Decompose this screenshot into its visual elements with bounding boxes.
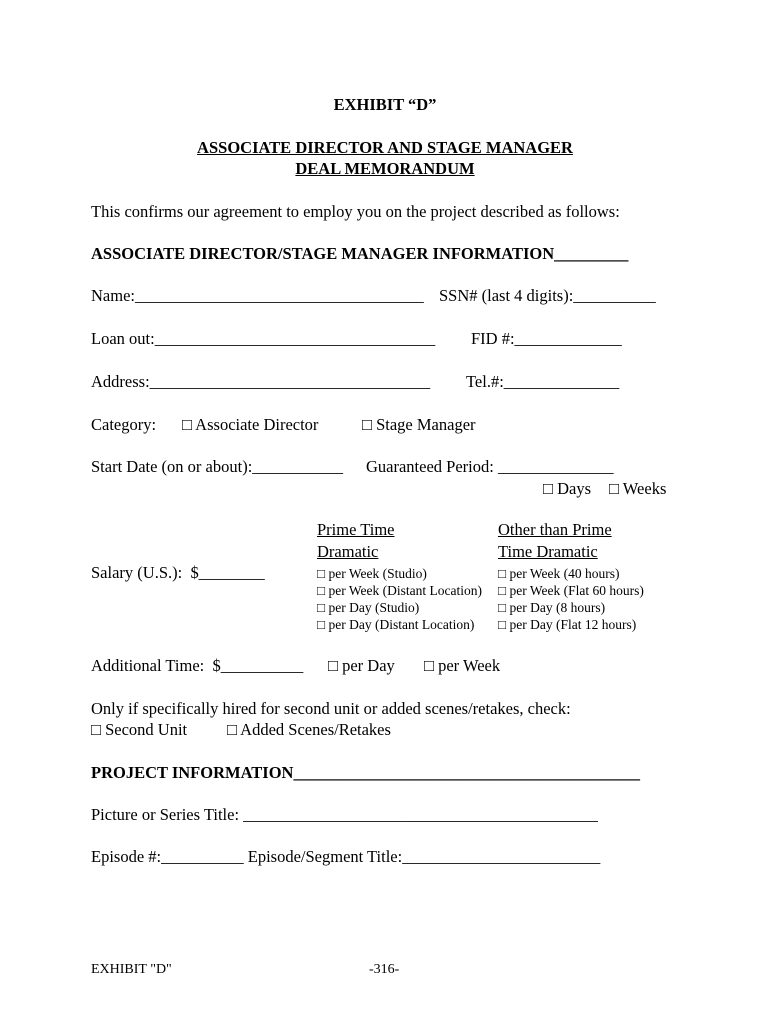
episode-label: Episode #: [91, 847, 162, 866]
period-days-checkbox[interactable]: □ Days [543, 479, 592, 498]
prime-time-heading-2: Dramatic [317, 542, 379, 561]
additional-time-field[interactable]: Additional Time: $__________ [91, 656, 304, 675]
address-field[interactable]: Address:__________________________________ [91, 372, 431, 391]
picture-title-field[interactable]: Picture or Series Title: ___________________________________________ [91, 805, 598, 824]
guaranteed-period-field[interactable]: Guaranteed Period: ______________ [366, 457, 614, 476]
intro-text: This confirms our agreement to employ you on the project described as follows: [91, 202, 620, 221]
project-heading-blank: __________________________________________ [293, 763, 640, 782]
tel-field[interactable]: Tel.#:______________ [466, 372, 620, 391]
prime-per-day-studio-checkbox[interactable]: □ per Day (Studio) [317, 600, 420, 615]
category-stage-manager-checkbox[interactable]: □ Stage Manager [362, 415, 476, 434]
additional-per-day-checkbox[interactable]: □ per Day [328, 656, 395, 675]
episode-blank[interactable]: __________ [161, 847, 244, 866]
start-date-field[interactable]: Start Date (on or about):___________ [91, 457, 344, 476]
period-weeks-checkbox[interactable]: □ Weeks [609, 479, 667, 498]
footer-page-number: -316- [369, 962, 400, 977]
prime-per-week-studio-checkbox[interactable]: □ per Week (Studio) [317, 566, 427, 581]
second-unit-instructions: Only if specifically hired for second unit or added scenes/retakes, check: [91, 699, 571, 718]
section-heading-text: ASSOCIATE DIRECTOR/STAGE MANAGER INFORMATION [91, 244, 555, 263]
salary-field[interactable]: Salary (U.S.): $________ [91, 563, 265, 582]
name-field[interactable]: Name:___________________________________ [91, 286, 424, 305]
exhibit-label: EXHIBIT “D” [333, 95, 437, 114]
other-per-day-flat12-checkbox[interactable]: □ per Day (Flat 12 hours) [498, 617, 637, 632]
ssn-field[interactable]: SSN# (last 4 digits):__________ [439, 286, 656, 305]
prime-time-heading-1: Prime Time [317, 520, 395, 539]
other-per-week-flat60-checkbox[interactable]: □ per Week (Flat 60 hours) [498, 583, 644, 598]
other-per-day-8-checkbox[interactable]: □ per Day (8 hours) [498, 600, 606, 615]
additional-per-week-checkbox[interactable]: □ per Week [424, 656, 501, 675]
other-per-week-40-checkbox[interactable]: □ per Week (40 hours) [498, 566, 620, 581]
added-scenes-checkbox[interactable]: □ Added Scenes/Retakes [227, 720, 391, 739]
section-heading-blank: _________ [554, 244, 629, 263]
section-heading-director-info [91, 245, 628, 264]
section-heading-project-info [91, 764, 640, 783]
fid-field[interactable]: FID #:_____________ [471, 329, 622, 348]
category-associate-director-checkbox[interactable]: □ Associate Director [182, 415, 319, 434]
title-line-2: DEAL MEMORANDUM [295, 159, 475, 178]
second-unit-checkbox[interactable]: □ Second Unit [91, 720, 188, 739]
episode-segment-title-field[interactable]: Episode/Segment Title:________________________ [243, 847, 601, 866]
other-prime-heading-1: Other than Prime [498, 520, 612, 539]
prime-per-week-distant-checkbox[interactable]: □ per Week (Distant Location) [317, 583, 483, 598]
prime-per-day-distant-checkbox[interactable]: □ per Day (Distant Location) [317, 617, 475, 632]
loan-out-field[interactable]: Loan out:__________________________________ [91, 329, 436, 348]
project-heading-text: PROJECT INFORMATION [91, 763, 294, 782]
other-prime-heading-2: Time Dramatic [498, 542, 598, 561]
title-line-1: ASSOCIATE DIRECTOR AND STAGE MANAGER [197, 138, 573, 157]
category-label: Category: [91, 415, 157, 434]
footer-exhibit-label: EXHIBIT "D" [91, 962, 172, 977]
episode-field[interactable] [91, 848, 600, 867]
